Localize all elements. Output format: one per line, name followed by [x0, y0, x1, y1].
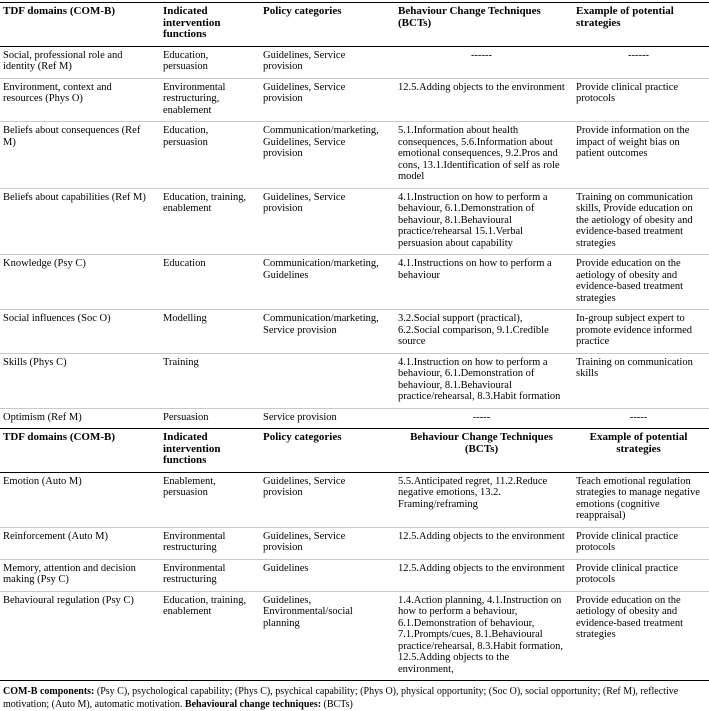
cell-strategies: -----	[629, 411, 648, 423]
cell-bcts: ------	[471, 49, 492, 61]
tdf-bct-table-1	[0, 2, 709, 428]
cell-intervention-functions: Education, persuasion	[163, 125, 209, 148]
cell-strategies: Provide clinical practice protocols	[576, 562, 679, 585]
table-row	[0, 78, 709, 122]
cell-policy-categories: Guidelines	[263, 562, 309, 574]
table-footnote	[0, 681, 709, 711]
cell-intervention-functions: Training	[163, 356, 199, 368]
cell-strategies: Provide information on the impact of weight bias on patient outcomes	[576, 125, 690, 159]
cell-tdf-domain: Environment, context and resources (Phys O)	[3, 81, 112, 104]
cell-bcts: 12.5.Adding objects to the environment	[398, 562, 565, 574]
cell-policy-categories: Service provision	[263, 411, 337, 423]
cell-tdf-domain: Social, professional role and identity (Ref M)	[3, 49, 123, 72]
cell-policy-categories: Communication/marketing, Guidelines	[263, 258, 379, 281]
table-row	[0, 46, 709, 78]
cell-tdf-domain: Knowledge (Psy C)	[3, 258, 86, 269]
cell-intervention-functions: Education, persuasion	[163, 49, 209, 72]
cell-intervention-functions: Environmental restructuring	[163, 562, 226, 585]
cell-intervention-functions: Enablement, persuasion	[163, 475, 216, 498]
cell-tdf-domain: Memory, attention and decision making (Psy C)	[3, 562, 136, 585]
cell-policy-categories: Guidelines, Service provision	[263, 530, 346, 553]
cell-policy-categories	[260, 353, 395, 408]
table-row	[0, 527, 709, 559]
cell-policy-categories: Communication/marketing, Service provision	[263, 313, 379, 336]
cell-policy-categories: Communication/marketing, Guidelines, Service provision	[263, 125, 379, 159]
column-header-bcts: Behaviour Change Techniques (BCTs)	[398, 5, 541, 29]
cell-tdf-domain: Beliefs about capabilities (Ref M)	[3, 191, 146, 203]
table1-header-row	[0, 3, 709, 47]
column-header-strategies: Example of potential strategies	[576, 5, 674, 29]
column-header-tdf-domains: TDF domains (COM-B)	[3, 5, 116, 17]
table-row	[0, 408, 709, 428]
cell-bcts: -----	[472, 411, 491, 423]
column-header-intervention-functions: Indicated intervention functions	[163, 5, 221, 40]
cell-bcts: 3.2.Social support (practical), 6.2.Social comparison, 9.1.Credible source	[398, 313, 549, 347]
cell-intervention-functions: Environmental restructuring, enablement	[163, 81, 226, 116]
cell-bcts: 5.5.Anticipated regret, 11.2.Reduce negative emotions, 13.2. Framing/reframing	[398, 475, 548, 510]
cell-strategies: Provide clinical practice protocols	[576, 81, 679, 104]
cell-policy-categories: Guidelines, Service provision	[263, 191, 346, 214]
cell-bcts: 4.1.Instructions on how to perform a behaviour	[398, 258, 552, 281]
footnote-bct-label: Behavioural change techniques:	[184, 699, 322, 710]
cell-intervention-functions: Education	[163, 258, 206, 269]
cell-strategies: Training on communication skills, Provide education on the aetiology of obesity and evidence-based treatment strategies	[576, 191, 693, 249]
cell-intervention-functions: Environmental restructuring	[163, 530, 226, 553]
column-header-bcts: Behaviour Change Techniques (BCTs)	[410, 431, 553, 455]
cell-bcts: 1.4.Action planning, 4.1.Instruction on how to perform a behaviour, 6.1.Demonstration of behaviour, 7.1.Prompts/cues, 8.1.Behavioural practice/rehearsal, 8.3.Habit formation, 12.5.Adding objects to the environment,	[398, 594, 564, 675]
table-row	[0, 188, 709, 255]
cell-tdf-domain: Beliefs about consequences (Ref M)	[3, 125, 141, 148]
table-row	[0, 353, 709, 408]
cell-intervention-functions: Education, training, enablement	[163, 594, 247, 617]
cell-policy-categories: Guidelines, Service provision	[263, 475, 346, 498]
cell-tdf-domain: Emotion (Auto M)	[3, 475, 82, 487]
cell-intervention-functions: Modelling	[163, 313, 207, 324]
column-header-policy-categories: Policy categories	[263, 5, 342, 17]
column-header-tdf-domains: TDF domains (COM-B)	[3, 431, 116, 443]
column-header-intervention-functions: Indicated intervention functions	[163, 431, 221, 466]
cell-tdf-domain: Optimism (Ref M)	[3, 411, 82, 423]
cell-tdf-domain: Behavioural regulation (Psy C)	[3, 594, 134, 606]
tdf-bct-table-2	[0, 428, 709, 681]
column-header-strategies: Example of potential strategies	[589, 431, 688, 455]
cell-strategies: Provide clinical practice protocols	[576, 530, 679, 553]
cell-bcts: 12.5.Adding objects to the environment	[398, 530, 565, 542]
cell-strategies: Provide education on the aetiology of obesity and evidence-based treatment strategies	[576, 258, 683, 304]
cell-tdf-domain: Skills (Phys C)	[3, 356, 67, 368]
table2-header-row	[0, 429, 709, 473]
footnote-comb-text: (Psy C), psychological capability; (Phys C), psychical capability; (Phys O), physical opportunity; (Soc O), social opportunity; (Ref M), reflective motivation; (Auto M), automatic motivation.	[3, 686, 679, 710]
cell-intervention-functions: Education, training, enablement	[163, 191, 247, 214]
footnote-comb-label: COM-B components:	[3, 686, 95, 697]
cell-strategies: In-group subject expert to promote evidence informed practice	[576, 313, 693, 347]
table-row	[0, 122, 709, 189]
footnote-bct-text: (BCTs)	[321, 699, 353, 710]
cell-tdf-domain: Social influences (Soc O)	[3, 313, 111, 324]
cell-strategies: Training on communication skills	[576, 356, 693, 379]
table-row	[0, 472, 709, 527]
table-row	[0, 255, 709, 310]
column-header-policy-categories: Policy categories	[263, 431, 342, 443]
cell-bcts: 12.5.Adding objects to the environment	[398, 81, 565, 93]
cell-policy-categories: Guidelines, Environmental/social planning	[263, 594, 353, 629]
cell-strategies: Provide education on the aetiology of obesity and evidence-based treatment strategies	[576, 594, 683, 640]
cell-intervention-functions: Persuasion	[163, 411, 209, 423]
cell-strategies: Teach emotional regulation strategies to manage negative emotions (cognitive reappraisal)	[576, 475, 700, 521]
table-row	[0, 591, 709, 681]
table-row	[0, 310, 709, 354]
table-row	[0, 559, 709, 591]
cell-bcts: 5.1.Information about health consequences, 5.6.Information about emotional consequences, 9.2.Pros and cons, 13.1.Identification of self as role model	[398, 125, 560, 182]
cell-bcts: 4.1.Instruction on how to perform a behaviour, 6.1.Demonstration of behaviour, 8.1.Behavioural practice/rehearsal, 8.3.Habit formation	[398, 356, 561, 402]
cell-strategies: ------	[628, 49, 649, 61]
cell-tdf-domain: Reinforcement (Auto M)	[3, 530, 108, 542]
cell-policy-categories: Guidelines, Service provision	[263, 81, 346, 104]
cell-bcts: 4.1.Instruction on how to perform a behaviour, 6.1.Demonstration of behaviour, 8.1.Behavioural practice/rehearsal 15.1.Verbal persuasion about capability	[398, 191, 548, 249]
cell-policy-categories: Guidelines, Service provision	[263, 49, 346, 72]
